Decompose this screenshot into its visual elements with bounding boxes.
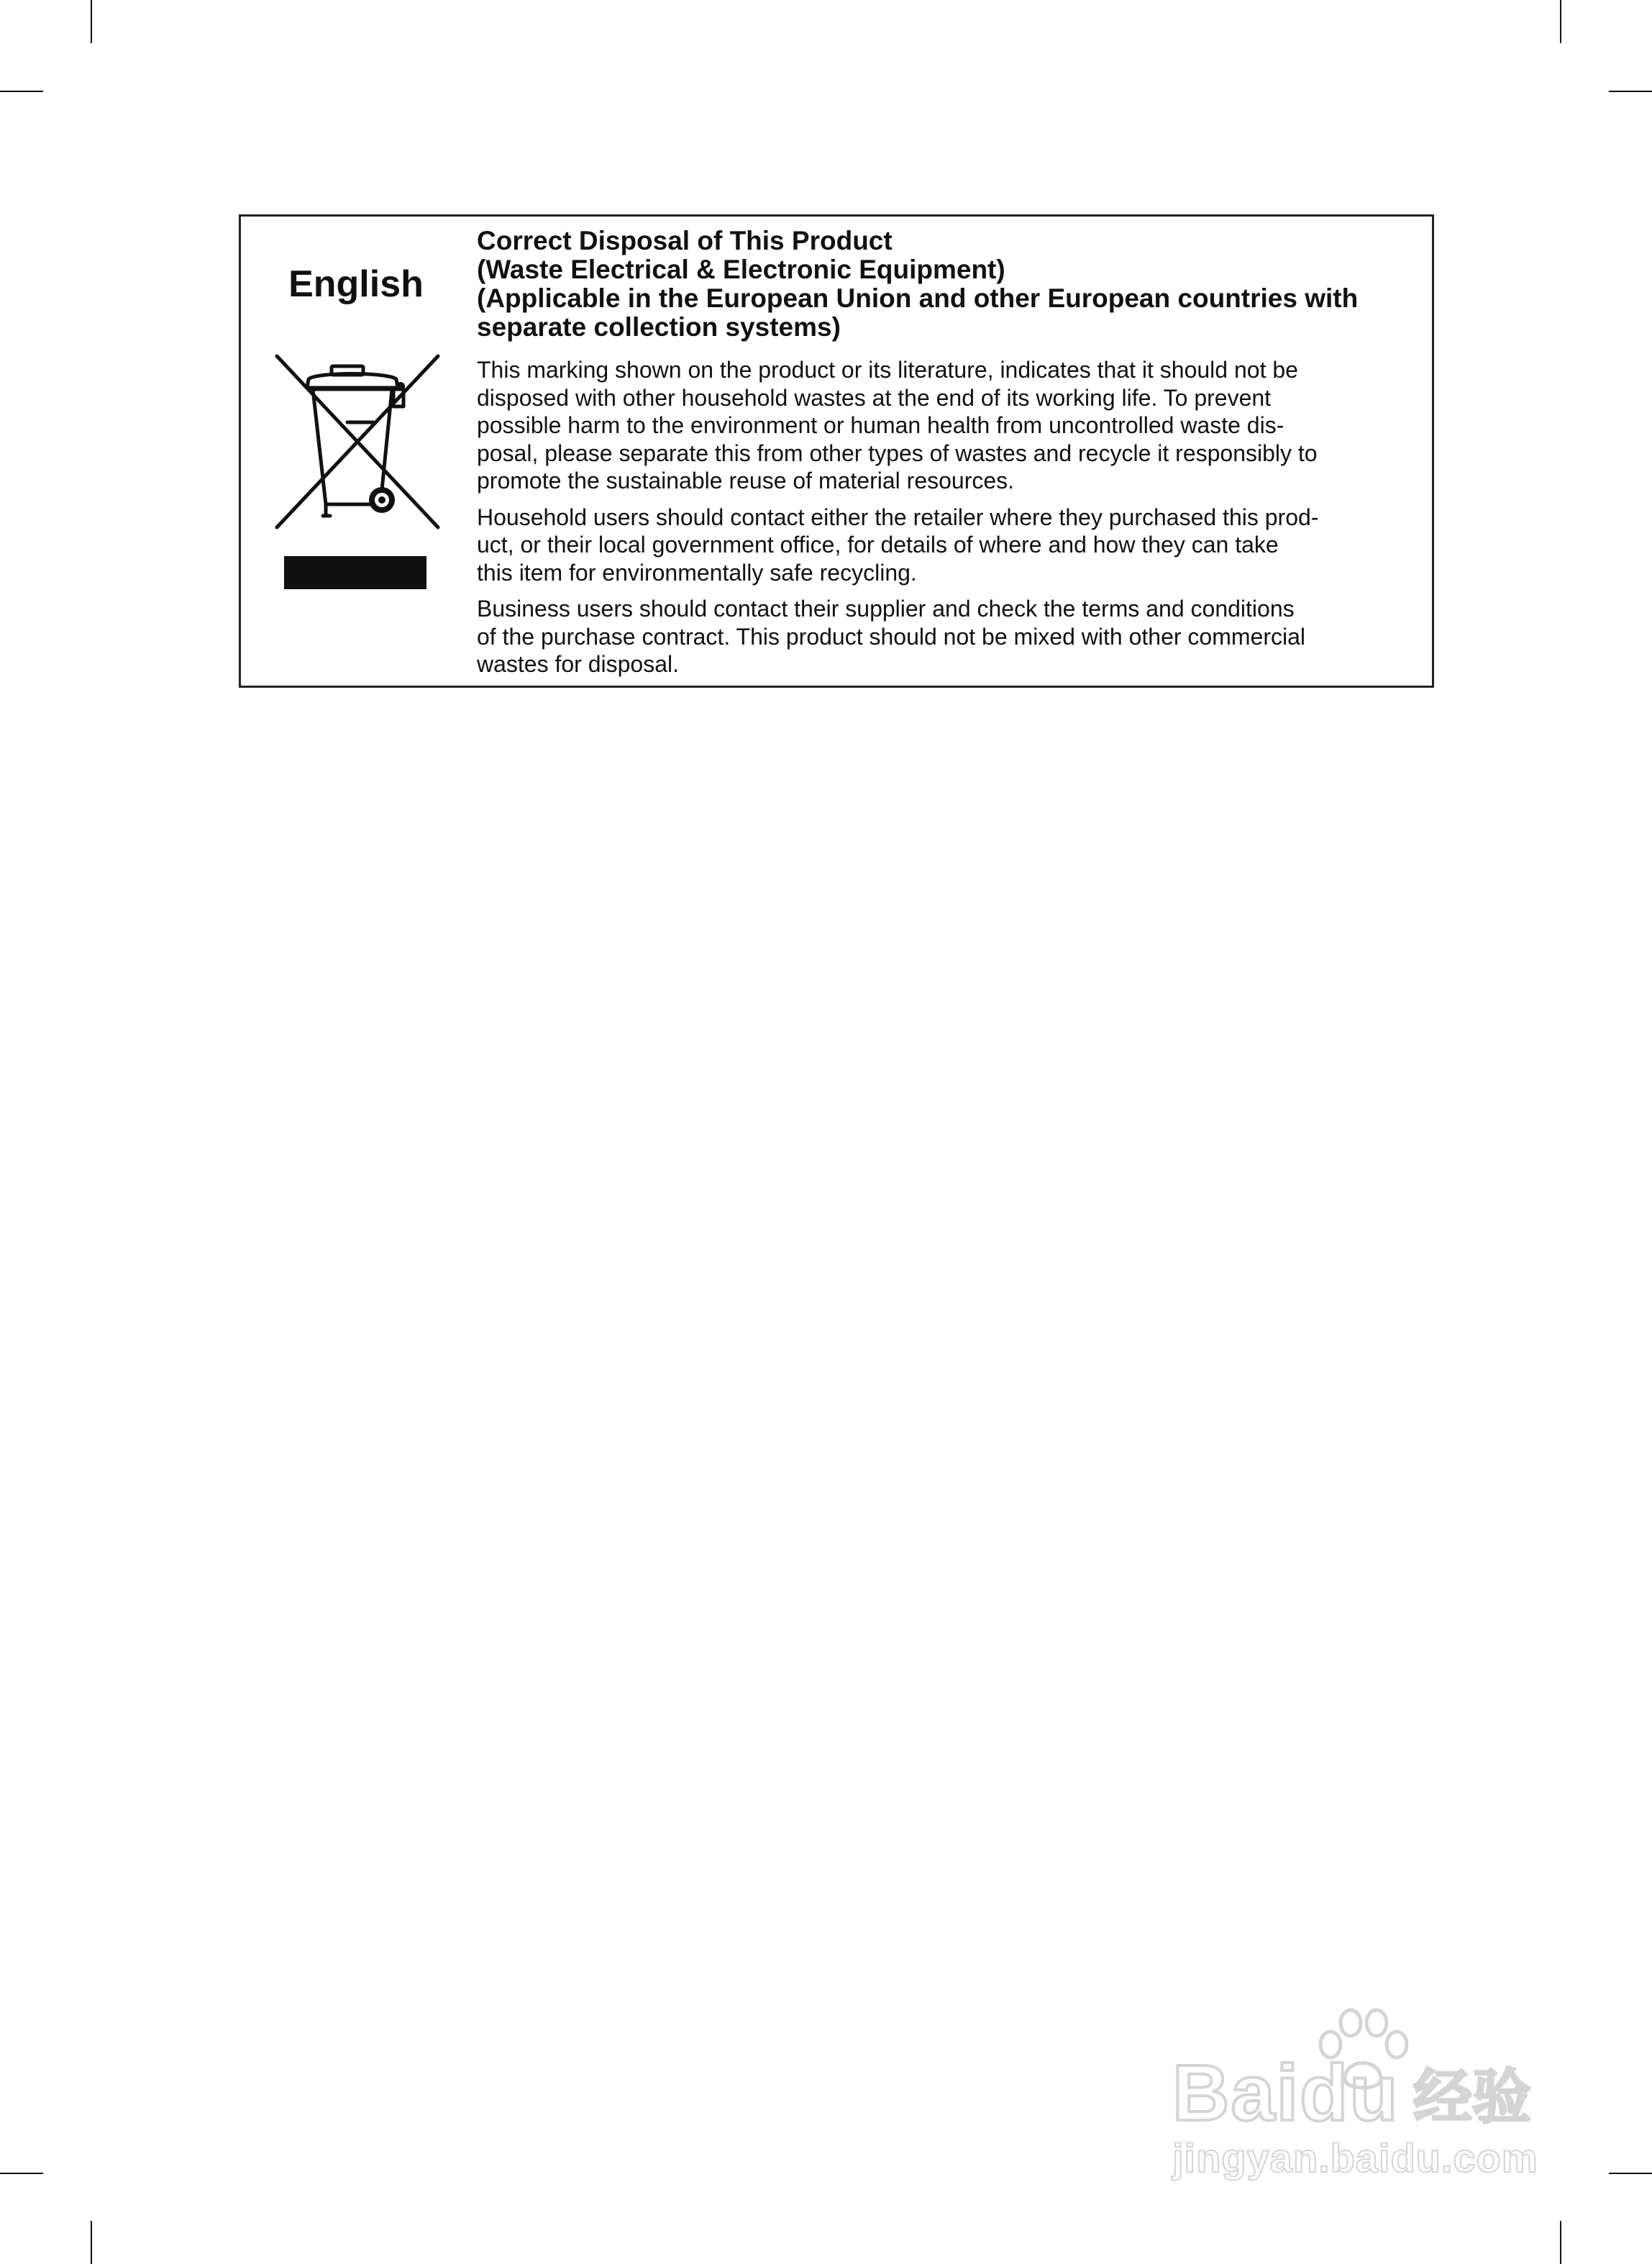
paragraph-line: of the purchase contract. This product should not be mixed with other commercial <box>477 623 1305 650</box>
paragraph-line: disposed with other household wastes at the end of its working life. To prevent <box>477 384 1272 411</box>
crop-mark-bottom-left-vertical <box>91 2221 92 2264</box>
heading-line: separate collection systems) <box>477 312 841 342</box>
crop-mark-bottom-right-vertical <box>1560 2221 1561 2264</box>
paragraph-line: This marking shown on the product or its literature, indicates that it should not be <box>477 357 1298 383</box>
watermark-brand: Baidu <box>1172 2049 1400 2137</box>
paragraph-line: Business users should contact their supplier and check the terms and conditions <box>477 596 1295 622</box>
notice-left-column <box>241 217 471 686</box>
heading-line: Correct Disposal of This Product <box>477 226 893 255</box>
crop-mark-bottom-right-horizontal <box>1609 2173 1652 2174</box>
disposal-notice-box <box>239 214 1434 688</box>
notice-text-column <box>477 227 1429 678</box>
paragraph-line: posal, please separate this from other types of wastes and recycle it responsibly to <box>477 440 1318 466</box>
crop-mark-top-right-vertical <box>1560 0 1561 43</box>
heading-line: (Waste Electrical & Electronic Equipment) <box>477 255 1005 284</box>
paragraph-line: Household users should contact either the retailer where they purchased this prod- <box>477 504 1319 530</box>
paragraph-line: promote the sustainable reuse of material resources. <box>477 468 1015 494</box>
watermark-chinese: 经验 <box>1413 2063 1532 2132</box>
black-marking-bar <box>284 556 426 589</box>
crop-mark-top-left-vertical <box>91 0 92 43</box>
crop-mark-bottom-left-horizontal <box>0 2173 43 2174</box>
crop-mark-top-right-horizontal <box>1609 91 1652 92</box>
language-label: English <box>288 263 424 305</box>
paragraph-line: wastes for disposal. <box>477 651 680 677</box>
watermark-url: jingyan.baidu.com <box>1172 2135 1538 2181</box>
paragraph-line: uct, or their local government office, for details of where and how they can take <box>477 532 1279 558</box>
notice-heading <box>477 227 1429 342</box>
baidu-jingyan-watermark <box>1165 2007 1568 2180</box>
paragraph-business-users <box>477 595 1429 678</box>
paragraph-line: possible harm to the environment or human health from uncontrolled waste dis- <box>477 412 1284 438</box>
paragraph-household-users <box>477 504 1429 587</box>
paragraph-line: this item for environmentally safe recycling. <box>477 559 917 586</box>
crossed-out-wheelie-bin-icon <box>273 352 442 532</box>
heading-line: (Applicable in the European Union and other European countries with <box>477 283 1359 313</box>
crop-mark-top-left-horizontal <box>0 91 43 92</box>
paragraph-marking-explanation <box>477 356 1429 495</box>
